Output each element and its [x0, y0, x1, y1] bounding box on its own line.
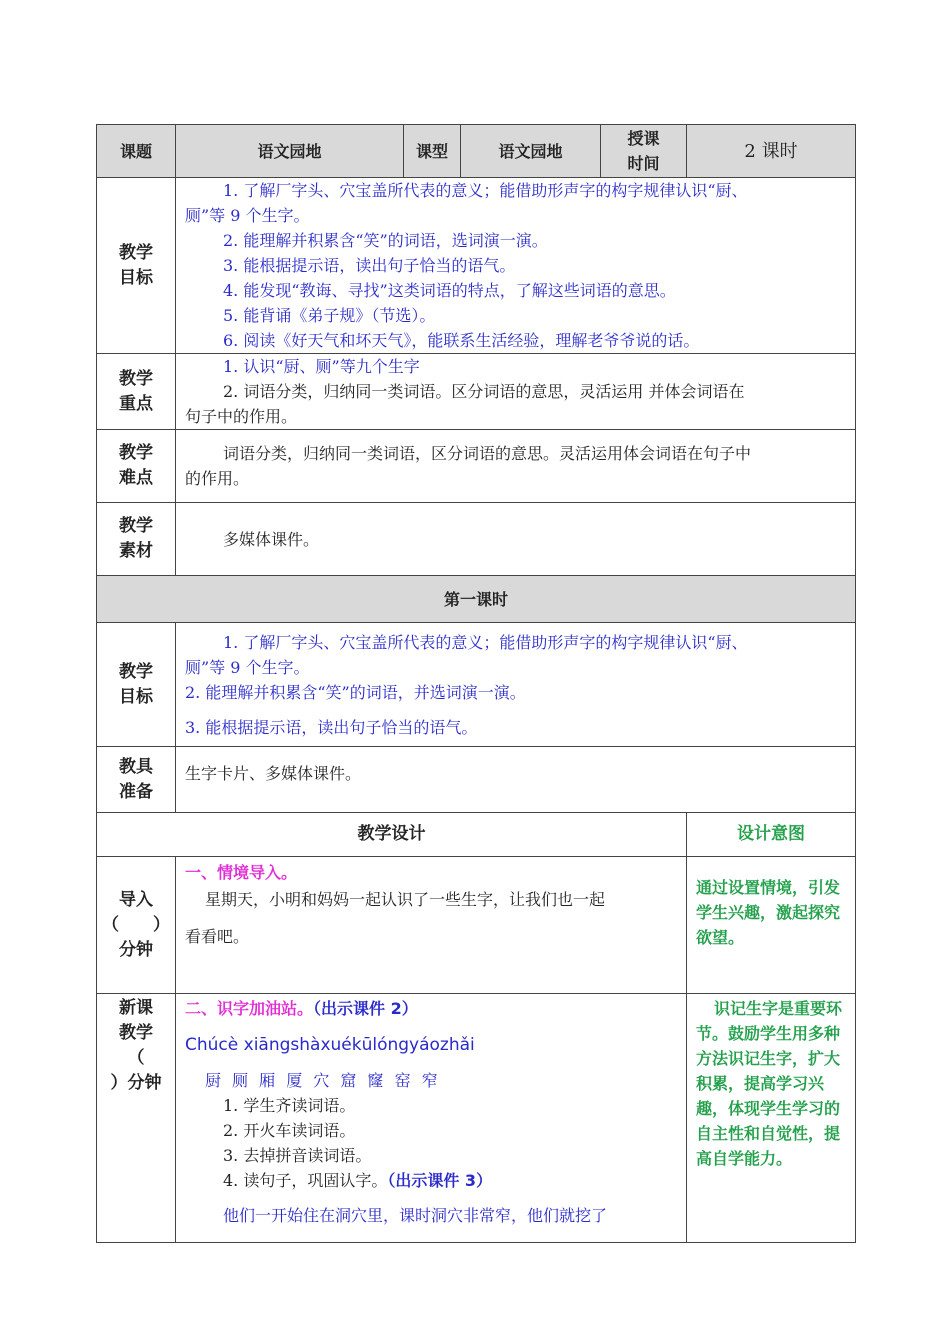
new-lesson-label-line-4: ）分钟	[110, 1073, 162, 1093]
step-line: 3. 去掉拼音读词语。	[223, 1146, 372, 1165]
first-lesson-goals-label-line-1: 教学	[119, 661, 153, 682]
key-point-line: 1. 认识“厨、厕”等九个生字	[223, 357, 420, 376]
new-lesson-heading-note: （出示课件 2）	[313, 999, 418, 1018]
intro-label-line-1: 导入	[119, 889, 153, 910]
step-4-line	[185, 1168, 684, 1193]
intro-label-line-3: 分钟	[119, 939, 153, 960]
key-points-row	[97, 354, 856, 430]
hours-value: 2 课时	[687, 125, 856, 178]
design-column-header: 教学设计	[97, 813, 687, 857]
first-lesson-goals-row	[97, 623, 856, 747]
header-row	[97, 125, 856, 178]
first-lesson-goal-line: 厕”等 9 个生字。	[185, 657, 310, 677]
key-point-line: 2. 词语分类，归纳同一类词语。区分词语的意思，灵活运用 并体会词语在	[223, 382, 745, 401]
intro-label-line-2: （ ）	[102, 914, 170, 935]
first-lesson-goal-line: 1. 了解厂字头、穴宝盖所代表的意义；能借助形声字的构字规律认识“厨、	[223, 632, 748, 652]
lesson-plan-table	[96, 124, 856, 1243]
tools-label-line-1: 教具	[119, 756, 153, 777]
first-lesson-goal-line: 3. 能根据提示语，读出句子恰当的语气。	[185, 717, 478, 737]
tools-label	[97, 747, 176, 813]
goal-line: 4. 能发现“教诲、寻找”这类词语的特点，了解这些词语的意思。	[223, 281, 676, 300]
materials-content	[176, 503, 856, 576]
materials-text: 多媒体课件。	[223, 529, 320, 549]
goals-content	[176, 178, 856, 354]
tools-text: 生字卡片、多媒体课件。	[185, 764, 362, 783]
step-4-text: 4. 读句子，巩固认字。	[223, 1171, 388, 1190]
new-lesson-label-line-3: （	[127, 1048, 145, 1068]
new-lesson-heading-line	[185, 996, 684, 1021]
materials-label-line-1: 教学	[119, 516, 153, 536]
first-lesson-title: 第一课时	[97, 576, 856, 623]
new-lesson-label-line-1: 新课	[119, 998, 153, 1018]
intro-line: 看看吧。	[185, 927, 250, 946]
intro-content	[176, 857, 687, 994]
difficulty-line: 词语分类，归纳同一类词语，区分词语的意思。灵活运用体会词语在句子中	[223, 444, 752, 463]
intro-line: 星期天，小明和妈妈一起认识了一些生字，让我们也一起	[205, 890, 606, 909]
goal-line: 1. 了解厂字头、穴宝盖所代表的意义；能借助形声字的构字规律认识“厨、	[223, 181, 748, 200]
tools-row	[97, 747, 856, 813]
goals-label-line-1: 教学	[119, 242, 153, 263]
goal-line: 3. 能根据提示语，读出句子恰当的语气。	[223, 256, 516, 275]
intro-row	[97, 857, 856, 994]
goal-line: 2. 能理解并积累含“笑”的词语，选词演一演。	[223, 231, 548, 250]
type-value: 语文园地	[461, 125, 601, 178]
intro-label	[97, 857, 176, 994]
step-4-note: （出示课件 3）	[387, 1171, 493, 1190]
new-lesson-content	[176, 994, 687, 1243]
first-lesson-goals-label-line-2: 目标	[119, 686, 153, 707]
first-lesson-goal-line: 2. 能理解并积累含“笑”的词语，并选词演一演。	[185, 682, 526, 702]
goals-label-line-2: 目标	[119, 267, 153, 288]
tools-content	[176, 747, 856, 813]
intro-intent: 通过设置情境，引发学生兴趣，激起探究欲望。	[687, 857, 856, 994]
lesson-plan-page	[96, 124, 855, 1243]
new-lesson-label-line-2: 教学	[119, 1023, 153, 1043]
key-points-label	[97, 354, 176, 430]
key-point-line: 句子中的作用。	[185, 407, 298, 426]
character-list: 厨 厕 厢 厦 穴 窟 窿 窑 窄	[205, 1071, 441, 1090]
intent-column-header: 设计意图	[687, 813, 856, 857]
goal-line: 5. 能背诵《弟子规》（节选）。	[223, 306, 436, 325]
time-label	[601, 125, 687, 178]
design-header-row	[97, 813, 856, 857]
key-points-label-line-2: 重点	[119, 393, 153, 414]
difficulty-line: 的作用。	[185, 469, 250, 488]
first-lesson-goals-label	[97, 623, 176, 747]
goals-label	[97, 178, 176, 354]
step-line: 2. 开火车读词语。	[223, 1121, 356, 1140]
difficulties-label-line-2: 难点	[119, 468, 153, 488]
tools-label-line-2: 准备	[119, 781, 153, 802]
topic-value: 语文园地	[176, 125, 404, 178]
time-label-line-2: 时间	[627, 154, 660, 173]
difficulties-label-line-1: 教学	[119, 443, 153, 463]
materials-row	[97, 503, 856, 576]
difficulties-label	[97, 430, 176, 503]
sentence-line: 他们一开始住在洞穴里，课时洞穴非常窄，他们就挖了	[223, 1206, 608, 1225]
intro-heading: 一、情境导入。	[185, 863, 298, 882]
time-label-line-1: 授课	[627, 129, 660, 148]
first-lesson-goals-content	[176, 623, 856, 747]
difficulties-content	[176, 430, 856, 503]
key-points-label-line-1: 教学	[119, 368, 153, 389]
materials-label	[97, 503, 176, 576]
materials-label-line-2: 素材	[119, 541, 153, 561]
goal-line: 厕”等 9 个生字。	[185, 206, 310, 225]
type-label: 课型	[404, 125, 461, 178]
key-points-content	[176, 354, 856, 430]
new-lesson-row	[97, 994, 856, 1243]
goal-line: 6. 阅读《好天气和坏天气》，能联系生活经验，理解老爷爷说的话。	[223, 331, 700, 350]
new-lesson-label	[97, 994, 176, 1243]
difficulties-row	[97, 430, 856, 503]
first-lesson-title-row	[97, 576, 856, 623]
topic-label: 课题	[97, 125, 176, 178]
new-lesson-heading: 二、识字加油站。	[185, 999, 314, 1018]
goals-row	[97, 178, 856, 354]
pinyin-line: Chúcè xiāngshàxuékūlóngyáozhǎi	[185, 1035, 475, 1055]
step-line: 1. 学生齐读词语。	[223, 1096, 356, 1115]
new-lesson-intent: 识记生字是重要环节。鼓励学生用多种方法识记生字，扩大积累，提高学习兴趣，体现学生学习的自主性和自觉性，提高自学能力。	[687, 994, 856, 1243]
